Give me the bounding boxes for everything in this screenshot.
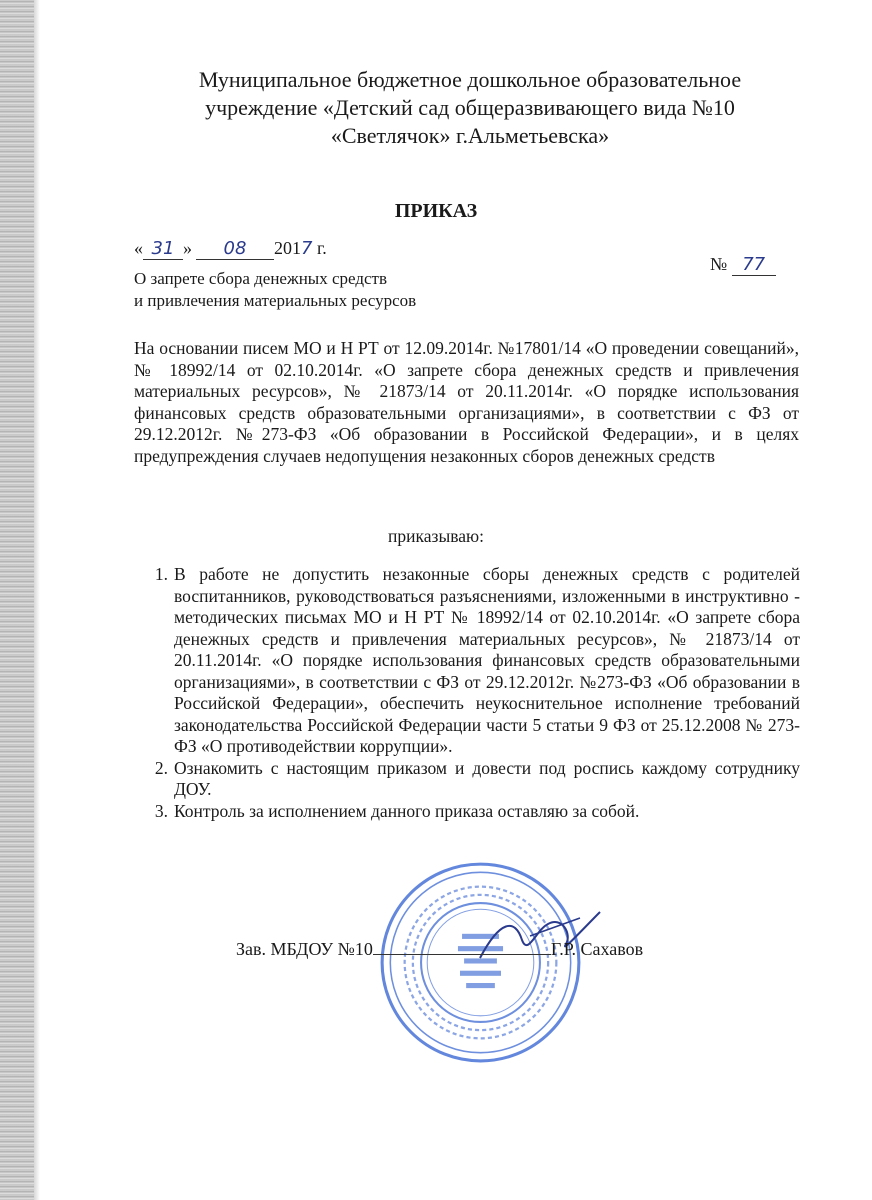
header-line-3: «Светлячок» г.Альметьевска» [330, 123, 610, 148]
date-close-quote: » [183, 238, 192, 258]
header-line-1: Муниципальное бюджетное дошкольное образовательное [198, 67, 742, 92]
signature-line [236, 938, 643, 960]
item-text: В работе не допустить незаконные сборы денежных средств с родителей воспитанников, руководствоваться разъяснениями, изложенными в инструктивно - методических письмах МО и Н РТ № 18992/14 от 02.10.2014г. «О запрете сбора денежных средств и привлечения материальных ресурсов», № 21873/14 от 20.11.2014г. «О порядке использования финансовых средств образовательными организациями», в соответствии с ФЗ от 29.12.2012г. №273-ФЗ «Об образовании в Российской Федерации», обеспечить неукоснительное исполнение требований законодательства Российской Федерации части 5 статьи 9 ФЗ от 25.12.2008 № 273-ФЗ «О противодействии коррупции». [174, 564, 800, 756]
item-number: 3. [154, 800, 168, 821]
date-open-quote: « [134, 238, 143, 258]
scan-edge [0, 0, 34, 1200]
order-item [140, 801, 800, 823]
order-word: приказываю: [388, 526, 484, 546]
date-year-digit: 7 [301, 238, 313, 259]
order-items [140, 564, 800, 822]
item-text: Ознакомить с настоящим приказом и довести под роспись каждому сотруднику ДОУ. [174, 757, 800, 799]
order-subject [134, 268, 416, 312]
signature-blank [373, 938, 551, 955]
item-number: 2. [154, 757, 168, 778]
number-value: 77 [732, 254, 776, 276]
order-item [140, 564, 800, 758]
number-label: № [710, 254, 728, 274]
date-day: 31 [143, 238, 183, 260]
signer-name: Г.Р. Сахавов [550, 939, 644, 959]
date-month: 08 [196, 238, 274, 260]
preamble-paragraph: На основании писем МО и Н РТ от 12.09.2014г. №17801/14 «О проведении совещаний», № 18992/14 от 02.10.2014г. «О запрете сбора денежных средств и привлечения материальных ресурсов», № 21873/14 от 20.11.2014г. «О порядке использования финансовых средств образовательными организациями», в соответствии с ФЗ от 29.12.2012г. №273-ФЗ «Об образовании в Российской Федерации», и в целях предупреждения случаев недопущения незаконных сборов денежных средств [134, 338, 799, 466]
date-year-prefix: 201 [274, 238, 301, 258]
header-line-2: учреждение «Детский сад общеразвивающего вида №10 [205, 95, 735, 120]
order-item [140, 758, 800, 801]
subject-line-2: и привлечения материальных ресурсов [134, 291, 417, 310]
scan-edge-shadow [34, 0, 40, 1200]
signer-position: Зав. МБДОУ №10 [236, 939, 373, 959]
order-number [710, 254, 776, 276]
document-title: ПРИКАЗ [394, 200, 478, 222]
organization-header [150, 66, 790, 150]
subject-line-1: О запрете сбора денежных средств [134, 269, 387, 288]
item-number: 1. [154, 564, 168, 584]
date-suffix: г. [312, 238, 327, 258]
order-date [134, 238, 327, 260]
item-text: Контроль за исполнением данного приказа оставляю за собой. [174, 800, 640, 821]
